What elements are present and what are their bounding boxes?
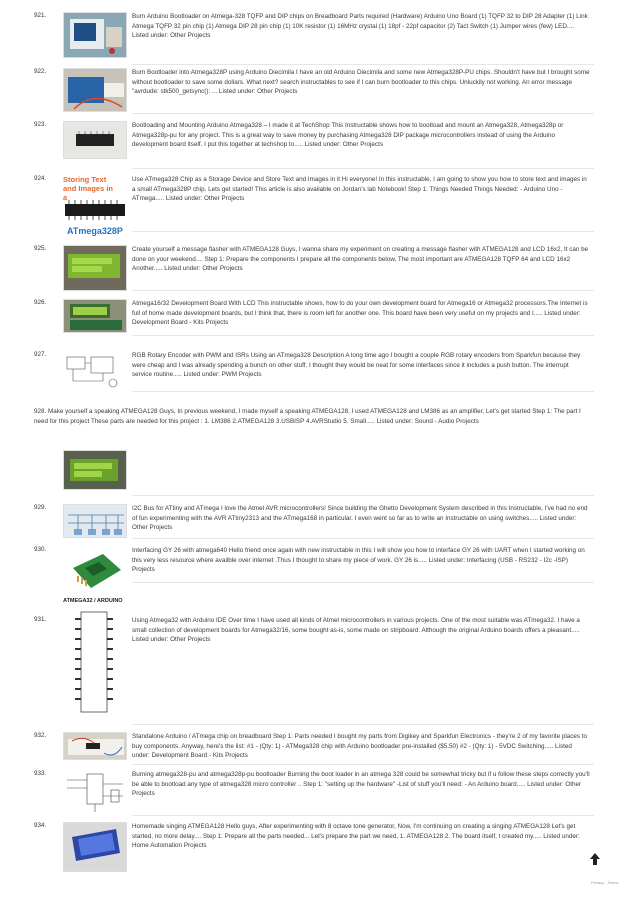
entry-number: 934. <box>34 822 47 829</box>
thumbnail-image[interactable] <box>63 299 127 333</box>
divider <box>132 290 594 291</box>
entry-description[interactable]: I2C Bus for ATtiny and ATmega I love the Atmel AVR microcontrollers! Since building the Ghetto Development System described in this Instructable, I've had no end of fun experimenting with the AVR ATtiny2313 and the ATmega168 in particular. I even went so far as to write an Instructable on using switches..... Listed under: Other Projects <box>132 505 588 531</box>
thumbnail-caption: Storing Text and Images in a <box>63 175 114 202</box>
entry-description[interactable]: Create yourself a message flasher with ATMEGA128 Guys, I wanna share my experiment on creating a message flasher with ATMEGA128 and LCD 16x2, It can be done on your weekend.... Step 1: Prepare the components I prepare all the components below, The most important are ATMEGA128 TQFP 64 and LCD 16x2 Another..... Listed under: Other Projects <box>132 246 589 272</box>
entry-number: 922. <box>34 68 47 75</box>
entry-description[interactable]: Standalone Arduino / ATmega chip on breadboard Step 1: Parts needed I bought my parts from Digikey and Sparkfun Electronics - they're 2 of my favorite places to buy components. Anyway, here's the list: #1 - (Qty: 1) - ATMega328 chip with Arduino bootloader pre-installed ($5.50) #2 - (Qty: 1) - 5VDC Switching..... Listed under: Development Board - Kits Projects <box>132 733 588 759</box>
thumbnail-caption: ATMEGA32 / ARDUINO <box>63 598 123 604</box>
chip-icon <box>63 199 127 221</box>
thumbnail-image[interactable] <box>63 504 127 538</box>
entry-number: 932. <box>34 732 47 739</box>
divider <box>132 335 594 336</box>
entry-number: 933. <box>34 770 47 777</box>
divider <box>132 168 594 169</box>
thumbnail-image[interactable] <box>63 121 127 159</box>
entry-description[interactable]: Bootloading and Mounting Arduino Atmega328 – I made it at TechShop This Instructable shows how to bootload and mount an Atmega328, Atmega328p or Atmega328p-pu for any project. This is a great way to save money by purchasing Atmega328 DIP package microcontrollers instead of using the Arduino development board itself. I put this together at techshop to..... Listed under: Other Projects <box>132 122 564 148</box>
entry-description[interactable]: Interfacing GY 26 with atmega640 Hello friend once again with new instructable in this I will show you how to interface GY 26 with UART when I started working on this very less resource where availble over internet .Thus I thought to share my piece of work. GY 26 is..... Listed under: Interfacing (USB - RS232 - I2c -ISP) Projects <box>132 547 585 573</box>
entry-description[interactable]: Burn Arduino Bootloader on Atmega-328 TQFP and DIP chips on Breadboard Parts required (Hardware) Arduino Uno Board (1) TQFP 32 to DIP 28 Adapter (1) Link Atmega TQFP 32 pin chip (1) Atmega DIP 28 pin chip (1) 10K resistor (1) 16MHz crystal (1) 18pf - 22pf capacitor (2) Tact Switch (1) Jumper wires (few) LED.... Listed under: Other Projects <box>132 13 588 39</box>
entry-description[interactable]: Atmega16/32 Development Board With LCD This instructable shows, how to do your own development board for Atmega16 or Atmega32 processors.The Internet is full of home made development boards, but I think that, there is room left for another one. This board have been very useful on my projects and I..... Listed under: Development Board - Kits Projects <box>132 300 588 326</box>
thumbnail-image[interactable] <box>63 450 127 490</box>
thumbnail-image[interactable] <box>63 546 127 596</box>
entry-description[interactable]: Burning atmega328-pu and atmega328p-pu bootloader Burning the boot loader in an atmega 328 could be somewhat tricky but if u follow these steps correctly you'll be able to bootload any type of atmega328 micro controller .. Step 1: "setting up the hardware" -List of stuff you'll need: - An Arduino board..... Listed under: Other Projects <box>132 771 590 797</box>
scroll-to-top-icon[interactable] <box>589 852 601 866</box>
footer-links[interactable]: Privacy - Terms <box>591 880 619 885</box>
entry-description[interactable]: 928. Make yourself a speaking ATMEGA128 Guys, In previous weekend, I made myself a speaking ATMEGA128. I used ATMEGA128 and LM386 as an amplifier, Let's get started Step 1: The part I need for this project These parts are needed for this project : 1. LM386 2.ATMEGA128 3.USBISP 4.AVRStudio 5. Small..... Listed under: Sound - Audio Projects <box>34 408 581 425</box>
divider <box>132 495 594 496</box>
thumbnail-image[interactable] <box>63 351 127 391</box>
divider <box>132 582 594 583</box>
entry-description[interactable]: RGB Rotary Encoder with PWM and ISRs Using an ATmega328 Description A long time ago I bought a couple RGB rotary encoders from Sparkfun because they were cheap and I was already spending a bunch on other stuff. I thought they would be neat for some interfaces since it includes a push button. The interrupt service routine..... Listed under: PWM Projects <box>132 352 581 378</box>
entry-number: 924. <box>34 175 47 182</box>
thumbnail-image[interactable] <box>63 770 127 814</box>
thumbnail-image[interactable] <box>63 245 127 291</box>
thumbnail-image[interactable] <box>63 68 127 112</box>
divider <box>132 764 594 765</box>
entry-description[interactable]: Burn Bootloader into Atmega328P using Arduino Diecimila I have an old Arduino Diecimila and some new Atmega328P-PU chips. Shouldn't have but I brought some without bootloader to save some dollars. What next? search instructables to see if I can burn bootloader to this chips. Unluckily not working. An error message "avrdude: stk500_getsync(): ... Listed under: Other Projects <box>132 69 590 95</box>
entry-description[interactable]: Homemade singing ATMEGA128 Hello guys, After experimenting with 8 octave tone generator, Now, I'm continuing on creating a singing ATMEGA128 Let's get started, no more delay.... Step 1: Prepare all the parts needed... Let's prepare the part we need, 1. ATMEGA128 2. The board itself, I created my..... Listed under: Home Automation Projects <box>132 823 580 849</box>
thumbnail-image[interactable] <box>63 598 127 722</box>
thumbnail-image[interactable] <box>63 175 127 245</box>
divider <box>132 815 594 816</box>
entry-number: 929. <box>34 504 47 511</box>
entry-number: 921. <box>34 12 47 19</box>
divider <box>132 64 594 65</box>
divider <box>132 538 594 539</box>
entry-number: 931. <box>34 616 47 623</box>
entry-number: 927. <box>34 351 47 358</box>
entry-number: 923. <box>34 121 47 128</box>
divider <box>132 231 594 232</box>
divider <box>132 113 594 114</box>
divider <box>132 724 594 725</box>
thumbnail-image[interactable] <box>63 12 127 58</box>
entry-number: 930. <box>34 546 47 553</box>
thumbnail-image[interactable] <box>63 732 127 760</box>
entry-description[interactable]: Using Atmega32 with Arduino IDE Over time I have used all kinds of Atmel microcontrollers in various projects. One of the most suitable was ATmega32. I have a small collection of development boards for Atmega32/16, some bought as-is, some made on stripboard. Although the original Arduino boards offers a pleasant..... Listed under: Other Projects <box>132 617 580 643</box>
thumbnail-image[interactable] <box>63 822 127 872</box>
entry-number: 928. <box>34 408 47 415</box>
thumbnail-chip-label: ATmega328P <box>67 226 123 236</box>
entry-number: 926. <box>34 299 47 306</box>
entry-number: 925. <box>34 245 47 252</box>
entry-description[interactable]: Use ATmega328 Chip as a Storage Device and Store Text and Images in it Hi everyone! In this instructable, I am going to show you how to store text and images in a small ATmega328P chip. Lets get started! This article is also available on Jordan's lab Notebook! Step 1: Things Needed Things Needed: - Arduino Uno - ATmega..... Listed under: Other Projects <box>132 176 587 202</box>
divider <box>132 391 594 392</box>
